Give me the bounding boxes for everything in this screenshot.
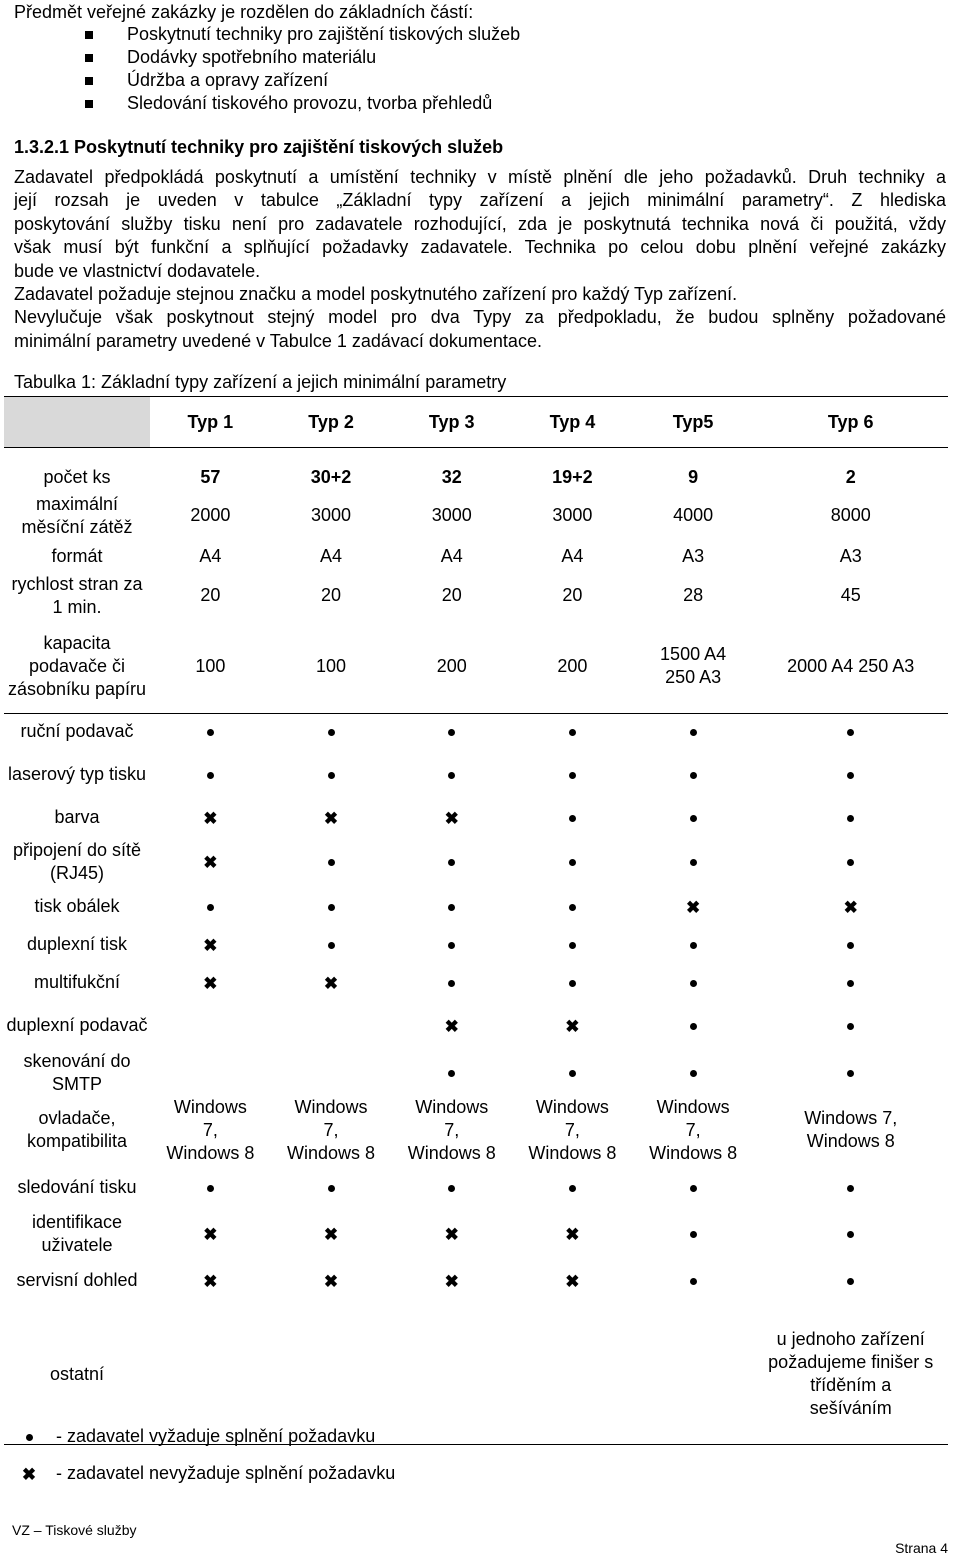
- required-dot-icon: [847, 1070, 854, 1077]
- not-required-cross-icon: ✖: [685, 897, 701, 917]
- cell: [150, 1002, 271, 1050]
- cell: [150, 800, 271, 836]
- cell: 57: [200, 467, 221, 488]
- required-dot-icon: [448, 729, 455, 736]
- cell: [633, 750, 754, 800]
- cell: [271, 836, 392, 888]
- cell: [150, 964, 271, 1002]
- required-dot-icon: [847, 1185, 854, 1192]
- cell: 3000: [431, 505, 472, 525]
- cell: [391, 1257, 512, 1305]
- required-dot-icon: [847, 1278, 854, 1285]
- cell: 30+2: [310, 467, 352, 488]
- table-row: [4, 836, 948, 888]
- header-corner: [4, 397, 150, 448]
- required-dot-icon: [328, 942, 335, 949]
- cell: [271, 1002, 392, 1050]
- column-header: Typ 2: [271, 397, 392, 448]
- cell: [633, 926, 754, 964]
- cell: 45: [840, 585, 861, 605]
- table-row: [4, 620, 948, 714]
- table-row: [4, 964, 948, 1002]
- square-bullet-icon: [85, 54, 93, 62]
- not-required-cross-icon: ✖: [444, 1271, 459, 1291]
- cell: 2: [845, 467, 856, 488]
- not-required-cross-icon: ✖: [203, 852, 218, 872]
- legend-text: - zadavatel vyžaduje splnění požadavku: [56, 1426, 376, 1446]
- required-dot-icon: [847, 772, 854, 779]
- required-dot-icon: [569, 980, 576, 987]
- paragraph-line: poskytování služby tisku není pro zadavatele rozhodující, zda je poskytnutá technika nová či použitá, vždy: [14, 213, 946, 234]
- paragraph-line: Nevylučuje však poskytnout stejný model pro dva Typy za předpokladu, že budou splněny požadované: [14, 307, 946, 328]
- cell: 3000: [552, 505, 593, 525]
- row-label: formát: [51, 546, 103, 566]
- row-label: tisk obálek: [34, 896, 120, 916]
- required-dot-icon: [448, 980, 455, 987]
- cell: 9: [688, 467, 699, 488]
- cell: 3000: [311, 505, 352, 525]
- required-dot-icon: [847, 980, 854, 987]
- cell: [271, 1211, 392, 1257]
- required-dot-icon: [569, 942, 576, 949]
- required-dot-icon: [14, 1425, 44, 1448]
- required-dot-icon: [847, 729, 854, 736]
- row-label: multifukční: [33, 972, 121, 992]
- cell: [512, 1165, 633, 1211]
- cell: 32: [441, 467, 462, 488]
- cell: [512, 800, 633, 836]
- cell: [150, 1165, 271, 1211]
- required-dot-icon: [569, 1185, 576, 1192]
- cell: [391, 964, 512, 1002]
- cell: [633, 714, 754, 750]
- required-dot-icon: [690, 1231, 697, 1238]
- required-dot-icon: [328, 729, 335, 736]
- cell: [512, 888, 633, 926]
- row-label: servisní dohled: [16, 1270, 138, 1290]
- cell: [512, 750, 633, 800]
- table-row: [4, 800, 948, 836]
- cell: 100: [271, 620, 392, 714]
- row-label: kapacita podavače či zásobníku papíru: [4, 620, 150, 714]
- table-row: [4, 1002, 948, 1050]
- cell: [391, 1002, 512, 1050]
- required-dot-icon: [569, 815, 576, 822]
- cell: A3: [839, 546, 862, 566]
- row-label: duplexní podavač: [6, 1015, 148, 1035]
- not-required-cross-icon: ✖: [444, 1224, 459, 1244]
- cell: [753, 800, 948, 836]
- cell: [391, 714, 512, 750]
- cell: 2000 A4 250 A3: [753, 620, 948, 714]
- not-required-cross-icon: ✖: [323, 1271, 339, 1291]
- cell: [753, 1211, 948, 1257]
- not-required-cross-icon: ✖: [565, 1224, 580, 1244]
- cell: [271, 1050, 392, 1096]
- not-required-cross-icon: ✖: [843, 897, 858, 917]
- column-header: Typ 3: [391, 397, 512, 448]
- row-label: ostatní: [4, 1305, 150, 1445]
- required-dot-icon: [690, 772, 697, 779]
- cell: [512, 714, 633, 750]
- section-heading: 1.3.2.1 Poskytnutí techniky pro zajištění tiskových služeb: [14, 137, 504, 157]
- required-dot-icon: [847, 1231, 854, 1238]
- column-header: Typ 1: [150, 397, 271, 448]
- cell: 20: [321, 585, 342, 605]
- cell: Windows 7, Windows 8: [649, 1096, 738, 1163]
- required-dot-icon: [690, 942, 697, 949]
- not-required-cross-icon: ✖: [203, 808, 218, 828]
- not-required-cross-icon: ✖: [203, 935, 218, 955]
- cell: [271, 800, 392, 836]
- table-row: [4, 542, 948, 572]
- cell: Windows 7, Windows 8: [528, 1096, 617, 1163]
- cell: [753, 926, 948, 964]
- table-row: [4, 572, 948, 620]
- required-dot-icon: [328, 859, 335, 866]
- paragraph-line: její rozsah je uveden v tabulce „Základní typy zařízení a jejich minimální parametry“. Z hlediska: [14, 190, 946, 211]
- footer-title: VZ – Tiskové služby: [12, 1522, 137, 1538]
- cell: [753, 836, 948, 888]
- cell: [753, 1002, 948, 1050]
- row-label: skenování do SMTP: [23, 1050, 131, 1094]
- table-row: [4, 1305, 948, 1445]
- required-dot-icon: [569, 729, 576, 736]
- cell: [391, 926, 512, 964]
- cell: [271, 714, 392, 750]
- row-label: duplexní tisk: [26, 934, 128, 954]
- cell: [391, 1050, 512, 1096]
- cell: A4: [199, 546, 222, 566]
- table-row: [4, 490, 948, 542]
- cell: A4: [440, 546, 463, 566]
- cell: [633, 1211, 754, 1257]
- cell: 2000: [190, 505, 231, 525]
- required-dot-icon: [690, 980, 697, 987]
- table-caption: Tabulka 1: Základní typy zařízení a jejich minimální parametry: [14, 372, 507, 392]
- required-dot-icon: [328, 904, 335, 911]
- cell: [512, 964, 633, 1002]
- required-dot-icon: [690, 1070, 697, 1077]
- cell: [512, 1257, 633, 1305]
- cell: [391, 1165, 512, 1211]
- cell: [150, 836, 271, 888]
- cell: [150, 926, 271, 964]
- required-dot-icon: [569, 859, 576, 866]
- required-dot-icon: [847, 942, 854, 949]
- paragraph-line: minimální parametry uvedené v Tabulce 1 zadávací dokumentace.: [14, 330, 542, 351]
- cell: [633, 1002, 754, 1050]
- table-row: [4, 926, 948, 964]
- row-label: barva: [54, 807, 100, 827]
- row-label: připojení do sítě (RJ45): [12, 839, 142, 883]
- body-paragraph: [14, 166, 946, 353]
- cell: [512, 926, 633, 964]
- required-dot-icon: [207, 1185, 214, 1192]
- cell: 100: [150, 620, 271, 714]
- cell: 200: [512, 620, 633, 714]
- cell: [753, 1257, 948, 1305]
- required-dot-icon: [448, 1070, 455, 1077]
- column-header: Typ5: [633, 397, 754, 448]
- cell: [753, 1165, 948, 1211]
- cell: [753, 1050, 948, 1096]
- parameters-table: [4, 396, 948, 1445]
- square-bullet-icon: [85, 100, 93, 108]
- not-required-cross-icon: ✖: [565, 1016, 580, 1036]
- not-required-cross-icon: ✖: [444, 808, 459, 828]
- cell: [150, 1211, 271, 1257]
- cell: 4000: [673, 505, 714, 525]
- cell: Windows 7, Windows 8: [804, 1108, 898, 1151]
- required-dot-icon: [448, 859, 455, 866]
- cell: [271, 1305, 392, 1445]
- not-required-cross-icon: ✖: [565, 1271, 580, 1291]
- square-bullet-icon: [85, 77, 93, 85]
- table-row: [4, 1257, 948, 1305]
- column-header: Typ 6: [753, 397, 948, 448]
- cell: [512, 1305, 633, 1445]
- table-row: [4, 1050, 948, 1096]
- cell: Windows 7, Windows 8: [166, 1096, 255, 1163]
- required-dot-icon: [690, 1023, 697, 1030]
- square-bullet-icon: [85, 31, 93, 39]
- paragraph-line: však musí být funkční a splňující požadavky zadavatele. Technika po celou dobu plnění veřejné zakázky: [14, 237, 946, 258]
- required-dot-icon: [207, 904, 214, 911]
- cell: 1500 A4 250 A3: [633, 620, 754, 714]
- required-dot-icon: [448, 904, 455, 911]
- cell: [150, 750, 271, 800]
- cell: [753, 888, 948, 926]
- row-label: identifikace uživatele: [31, 1211, 123, 1255]
- paragraph-line: Zadavatel požaduje stejnou značku a model poskytnutého zařízení pro každý Typ zařízení.: [14, 284, 738, 305]
- table-row: [4, 714, 948, 750]
- cell: [271, 1165, 392, 1211]
- cell: [150, 1257, 271, 1305]
- row-label: rychlost stran za 1 min.: [11, 573, 143, 617]
- required-dot-icon: [690, 1185, 697, 1192]
- required-dot-icon: [690, 859, 697, 866]
- not-required-cross-icon: ✖: [444, 1016, 459, 1036]
- required-dot-icon: [448, 1185, 455, 1192]
- cell: [633, 964, 754, 1002]
- cell: [512, 836, 633, 888]
- required-dot-icon: [207, 772, 214, 779]
- cell: 28: [683, 585, 704, 605]
- row-label: ruční podavač: [20, 721, 134, 742]
- row-label: sledování tisku: [17, 1177, 137, 1197]
- cell: 200: [391, 620, 512, 714]
- cell: [633, 1257, 754, 1305]
- cell: [391, 836, 512, 888]
- cell: 19+2: [552, 467, 593, 488]
- row-label: maximální měsíční zátěž: [21, 493, 133, 537]
- cell: [271, 926, 392, 964]
- cell: [753, 964, 948, 1002]
- cell: [271, 750, 392, 800]
- cell: [633, 1050, 754, 1096]
- cell: [150, 714, 271, 750]
- cell: 20: [200, 585, 221, 605]
- cell: [150, 888, 271, 926]
- cell: 8000: [830, 505, 871, 525]
- row-label: ovladače, kompatibilita: [26, 1108, 128, 1151]
- required-dot-icon: [569, 772, 576, 779]
- intro-text: Předmět veřejné zakázky je rozdělen do základních částí:: [14, 2, 474, 22]
- cell: 20: [441, 585, 462, 605]
- table-row: [4, 1211, 948, 1257]
- cell: [391, 1305, 512, 1445]
- table-row: [4, 1165, 948, 1211]
- cell: A3: [682, 546, 705, 566]
- cell: u jednoho zařízení požadujeme finišer s tříděním a sešíváním: [753, 1305, 948, 1445]
- cell: 20: [562, 585, 583, 605]
- cell: [150, 1305, 271, 1445]
- cell: [271, 1257, 392, 1305]
- table-row: [4, 888, 948, 926]
- cell: [391, 888, 512, 926]
- table-row: [4, 750, 948, 800]
- required-dot-icon: [690, 729, 697, 736]
- required-dot-icon: [448, 772, 455, 779]
- row-label: laserový typ tisku: [7, 764, 147, 784]
- not-required-cross-icon: ✖: [203, 973, 218, 993]
- row-label: počet ks: [43, 467, 111, 488]
- cell: [633, 888, 754, 926]
- cell: [512, 1050, 633, 1096]
- cell: [150, 1050, 271, 1096]
- cell: [271, 888, 392, 926]
- page-number: Strana 4: [895, 1540, 948, 1556]
- not-required-cross-icon: ✖: [323, 973, 339, 993]
- not-required-cross-icon: ✖: [323, 1224, 339, 1244]
- required-dot-icon: [847, 1023, 854, 1030]
- required-dot-icon: [690, 815, 697, 822]
- cell: [633, 800, 754, 836]
- cell: [753, 750, 948, 800]
- cell: [391, 1211, 512, 1257]
- required-dot-icon: [328, 772, 335, 779]
- required-dot-icon: [847, 859, 854, 866]
- cell: A4: [561, 546, 584, 566]
- cell: [753, 714, 948, 750]
- cell: [512, 1002, 633, 1050]
- cell: [633, 1305, 754, 1445]
- required-dot-icon: [690, 1278, 697, 1285]
- column-header: Typ 4: [512, 397, 633, 448]
- paragraph-line: bude ve vlastnictví dodavatele.: [14, 260, 261, 281]
- not-required-cross-icon: ✖: [203, 1224, 218, 1244]
- cell: Windows 7, Windows 8: [407, 1096, 496, 1163]
- paragraph-line: Zadavatel předpokládá poskytnutí a umístění techniky v místě plnění dle jeho požadavků. Druh techniky a: [14, 167, 946, 187]
- cell: [633, 1165, 754, 1211]
- not-required-cross-icon: ✖: [203, 1271, 218, 1291]
- cell: [391, 800, 512, 836]
- required-dot-icon: [207, 729, 214, 736]
- required-dot-icon: [569, 1070, 576, 1077]
- required-dot-icon: [328, 1185, 335, 1192]
- required-dot-icon: [847, 815, 854, 822]
- cell: [512, 1211, 633, 1257]
- cell: [633, 836, 754, 888]
- cell: [271, 964, 392, 1002]
- cell: A4: [320, 546, 343, 566]
- legend-text: - zadavatel nevyžaduje splnění požadavku: [56, 1463, 396, 1483]
- table-row: [4, 448, 948, 490]
- required-dot-icon: [448, 942, 455, 949]
- table-header-row: [4, 397, 948, 448]
- not-required-cross-icon: ✖: [323, 808, 339, 828]
- required-dot-icon: [569, 904, 576, 911]
- table-row: [4, 1096, 948, 1165]
- cell: Windows 7, Windows 8: [287, 1096, 376, 1163]
- cell: [391, 750, 512, 800]
- not-required-cross-icon: ✖: [21, 1464, 37, 1484]
